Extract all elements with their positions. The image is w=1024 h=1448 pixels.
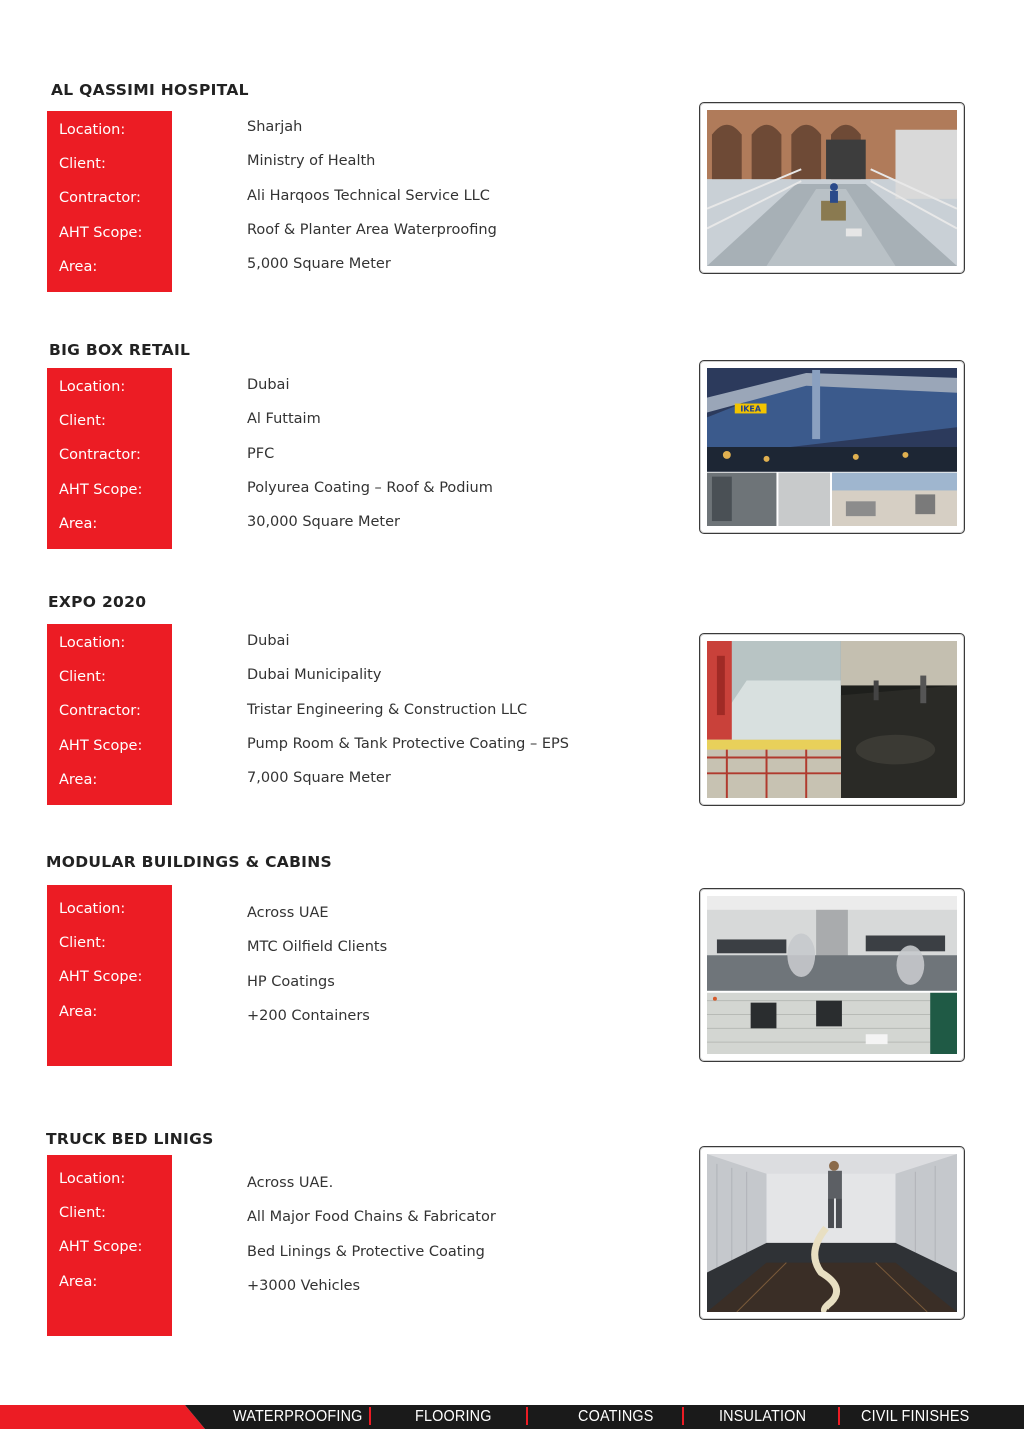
scope-label: AHT Scope: xyxy=(59,738,143,754)
scope-label: AHT Scope: xyxy=(59,969,143,985)
roof-waterproofing-photo xyxy=(707,110,957,266)
contractor-value: Tristar Engineering & Construction LLC xyxy=(247,702,528,718)
footer-item-insulation: INSULATION xyxy=(719,1408,807,1425)
contractor-value: PFC xyxy=(247,446,275,462)
location-value: Across UAE. xyxy=(247,1175,334,1191)
footer-item-flooring: FLOORING xyxy=(415,1408,492,1425)
label-panel xyxy=(47,624,172,805)
scope-value: Pump Room & Tank Protective Coating – EPS xyxy=(247,736,569,752)
area-value: +3000 Vehicles xyxy=(247,1278,361,1294)
project-photo-frame xyxy=(699,102,965,274)
project-photo-frame xyxy=(699,360,965,534)
contractor-label: Contractor: xyxy=(59,703,141,719)
pump-room-coating-photo xyxy=(707,641,957,798)
footer-separator xyxy=(838,1407,840,1425)
client-label: Client: xyxy=(59,935,106,951)
area-label: Area: xyxy=(59,1274,98,1290)
location-value: Dubai xyxy=(247,377,290,393)
location-label: Location: xyxy=(59,901,126,917)
client-label: Client: xyxy=(59,669,106,685)
label-panel xyxy=(47,111,172,292)
contractor-label: Contractor: xyxy=(59,447,141,463)
footer-red-accent xyxy=(0,1405,205,1429)
client-value: Al Futtaim xyxy=(247,411,321,427)
footer-services-bar xyxy=(0,1405,1024,1429)
footer-separator xyxy=(369,1407,371,1425)
area-label: Area: xyxy=(59,772,98,788)
area-value: 5,000 Square Meter xyxy=(247,256,391,272)
project-photo-frame xyxy=(699,633,965,806)
project-photo-frame xyxy=(699,1146,965,1320)
footer-separator xyxy=(526,1407,528,1425)
modular-cabin-photo xyxy=(707,896,957,1054)
location-label: Location: xyxy=(59,635,126,651)
scope-label: AHT Scope: xyxy=(59,225,143,241)
truck-bed-lining-photo xyxy=(707,1154,957,1312)
client-value: MTC Oilfield Clients xyxy=(247,939,388,955)
location-value: Across UAE xyxy=(247,905,329,921)
contractor-value: Ali Harqoos Technical Service LLC xyxy=(247,188,490,204)
location-value: Dubai xyxy=(247,633,290,649)
client-label: Client: xyxy=(59,156,106,172)
scope-label: AHT Scope: xyxy=(59,1239,143,1255)
area-label: Area: xyxy=(59,516,98,532)
client-label: Client: xyxy=(59,1205,106,1221)
project-title: EXPO 2020 xyxy=(48,593,147,611)
location-label: Location: xyxy=(59,379,126,395)
project-title: MODULAR BUILDINGS & CABINS xyxy=(46,853,332,871)
area-label: Area: xyxy=(59,259,98,275)
footer-item-waterproofing: WATERPROOFING xyxy=(233,1408,363,1425)
project-photo-frame xyxy=(699,888,965,1062)
location-value: Sharjah xyxy=(247,119,303,135)
scope-value: Bed Linings & Protective Coating xyxy=(247,1244,485,1260)
ikea-store-photo xyxy=(707,368,957,526)
contractor-label: Contractor: xyxy=(59,190,141,206)
client-value: Ministry of Health xyxy=(247,153,376,169)
area-value: 30,000 Square Meter xyxy=(247,514,401,530)
client-value: Dubai Municipality xyxy=(247,667,382,683)
client-value: All Major Food Chains & Fabricator xyxy=(247,1209,496,1225)
label-panel xyxy=(47,1155,172,1336)
footer-item-civil-finishes: CIVIL FINISHES xyxy=(861,1408,970,1425)
scope-value: HP Coatings xyxy=(247,974,335,990)
area-value: +200 Containers xyxy=(247,1008,370,1024)
location-label: Location: xyxy=(59,122,126,138)
scope-value: Roof & Planter Area Waterproofing xyxy=(247,222,497,238)
footer-separator xyxy=(682,1407,684,1425)
client-label: Client: xyxy=(59,413,106,429)
footer-item-coatings: COATINGS xyxy=(578,1408,654,1425)
label-panel xyxy=(47,368,172,549)
project-title: AL QASSIMI HOSPITAL xyxy=(51,81,249,99)
ikea-sign-text: IKEA xyxy=(740,404,761,414)
project-title: TRUCK BED LINIGS xyxy=(46,1130,214,1148)
label-panel xyxy=(47,885,172,1066)
area-label: Area: xyxy=(59,1004,98,1020)
scope-label: AHT Scope: xyxy=(59,482,143,498)
location-label: Location: xyxy=(59,1171,126,1187)
project-title: BIG BOX RETAIL xyxy=(49,341,191,359)
area-value: 7,000 Square Meter xyxy=(247,770,391,786)
scope-value: Polyurea Coating – Roof & Podium xyxy=(247,480,493,496)
